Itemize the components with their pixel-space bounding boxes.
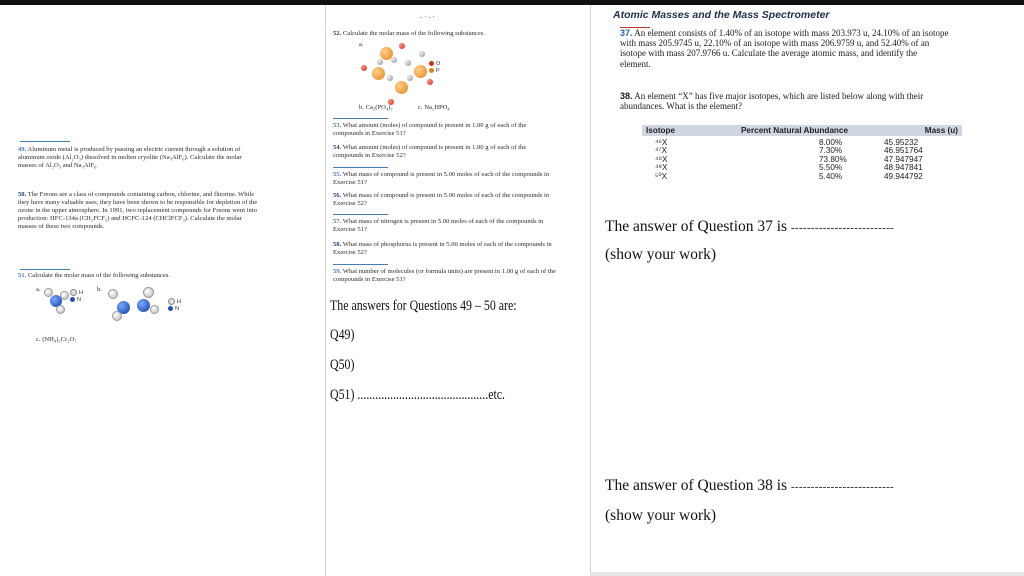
abundance-cell: 73.80% <box>819 154 847 164</box>
isotope-table <box>642 125 962 181</box>
part-c-label: c. (NH₄)₂Cr₂O₇ <box>36 336 77 343</box>
header-mass: Mass (u) <box>884 125 962 136</box>
answer-q51: Q51) ............................................etc. <box>330 387 506 403</box>
question-text: The Freons are a class of compounds containing carbon, chlorine, and fluorine. While they have many valuable uses, they have been shown to be responsible for depletion of the ozone in the upper atmosphere. In 1991, two replacement compounds for Freons went into production: HFC-134a (CH₂FCF₃) and HCFC-124 (CHClFCF₃). Calculate the molar masses of these two compounds. <box>18 191 258 230</box>
answer-37-blank: -------------------------- <box>790 222 895 234</box>
answers-heading: The answers for Questions 49 – 50 are: <box>330 298 517 314</box>
section-rule <box>20 141 70 142</box>
abundance-cell: 5.50% <box>819 163 843 173</box>
answer-38-text: The answer of Question 38 is <box>605 477 788 494</box>
mass-cell: 47.947947 <box>884 154 923 164</box>
question-text: Aluminum metal is produced by passing an electric current through a solution of aluminum oxide (Al₂O₃) dissolved in molten cryolite (Na₃AlF₆). Calculate the molar masses of Al₂O₃ and Na₃AlF₆. <box>18 146 242 169</box>
isotope-cell: ⁴⁹X <box>655 163 668 173</box>
legend-label: O <box>436 61 441 67</box>
phosphorus-dot-icon <box>429 68 434 73</box>
question-number: 57. <box>333 218 342 225</box>
part-b-label: b. <box>97 286 102 293</box>
question-58 <box>333 241 558 257</box>
legend-b <box>168 298 181 313</box>
question-52 <box>333 30 573 38</box>
question-57 <box>333 218 558 234</box>
nitrogen-dot-icon <box>168 306 173 311</box>
question-number: 49. <box>18 146 27 153</box>
header-isotope: Isotope <box>642 125 705 136</box>
question-53 <box>333 122 558 138</box>
question-49 <box>18 146 258 170</box>
table-row <box>642 173 962 181</box>
question-text: What amount (moles) of compound is present in 1.00 g of each of the compounds in Exercise 52? <box>333 144 527 159</box>
question-text: What number of molecules (or formula units) are present in 1.00 g of each of the compounds in Exercise 51? <box>333 268 556 283</box>
question-text: What mass of nitrogen is present in 5.00 moles of each of the compounds in Exercise 51? <box>333 218 544 233</box>
question-55 <box>333 171 558 187</box>
question-56 <box>333 192 558 208</box>
abundance-cell: 8.00% <box>819 138 843 147</box>
section-rule <box>333 264 388 265</box>
question-text: Calculate the molar mass of the following substances. <box>342 30 486 37</box>
answer-38-line <box>605 477 894 495</box>
legend-label: N <box>77 296 81 303</box>
page-edge-marks: - · - · <box>420 13 435 21</box>
section-rule <box>333 118 388 119</box>
question-text: Calculate the molar mass of the following substances. <box>27 272 171 279</box>
question-number: 50. <box>18 191 27 198</box>
section-rule <box>333 167 388 168</box>
question-54 <box>333 144 558 160</box>
mass-cell: 45.95232 <box>884 138 919 147</box>
section-rule <box>333 214 388 215</box>
part-a-label: a. <box>36 286 41 293</box>
right-textbook-page <box>590 5 1024 576</box>
question-text: What amount (moles) of compound is present in 1.00 g of each of the compounds in Exercise 51? <box>333 122 527 137</box>
question-text: What mass of phosphorus is present in 5.00 moles of each of the compounds in Exercise 52? <box>333 241 552 256</box>
question-38 <box>620 91 950 111</box>
answer-38-note: (show your work) <box>605 507 717 524</box>
legend-label: N <box>175 305 179 312</box>
question-number: 37. <box>620 28 633 38</box>
question-number: 52. <box>333 30 342 37</box>
legend-label: H <box>177 298 181 305</box>
mass-cell: 49.944792 <box>884 171 923 181</box>
hydrogen-dot-icon <box>168 298 175 305</box>
answer-q50: Q50) <box>330 357 355 373</box>
abundance-cell: 7.30% <box>819 146 843 156</box>
legend-label: P <box>436 68 440 74</box>
answer-38-blank: -------------------------- <box>790 481 895 493</box>
part-a-label: a. <box>359 41 364 48</box>
question-number: 54. <box>333 144 342 151</box>
legend-label: H <box>79 289 83 296</box>
answer-37-line <box>605 218 894 236</box>
answer-q49: Q49) <box>330 327 355 343</box>
part-c-label: c. Na₂HPO₄ <box>418 104 450 111</box>
legend-52 <box>429 61 440 75</box>
header-abundance: Percent Natural Abundance <box>705 125 884 136</box>
answer-37-text: The answer of Question 37 is <box>605 218 788 235</box>
section-title: Atomic Masses and the Mass Spectrometer <box>613 9 830 21</box>
isotope-cell: ⁵⁰X <box>655 171 668 181</box>
oxygen-dot-icon <box>429 61 434 66</box>
isotope-cell: ⁴⁸X <box>655 154 668 164</box>
bottom-taskbar-strip <box>590 572 1024 576</box>
part-b-label: b. Ca₃(PO₄)₂ <box>359 104 393 111</box>
question-51 <box>18 272 258 280</box>
question-50 <box>18 191 258 231</box>
isotope-cell: ⁴⁷X <box>655 146 667 156</box>
question-text: What mass of compound is present in 5.00 moles of each of the compounds in Exercise 51? <box>333 171 550 186</box>
question-number: 38. <box>620 91 633 101</box>
question-number: 59. <box>333 268 342 275</box>
question-number: 56. <box>333 192 342 199</box>
section-rule <box>20 269 70 270</box>
legend-a <box>70 289 83 304</box>
hydrogen-dot-icon <box>70 289 77 296</box>
abundance-cell: 5.40% <box>819 171 843 181</box>
question-37 <box>620 28 950 69</box>
question-number: 58. <box>333 241 342 248</box>
question-number: 53. <box>333 122 342 129</box>
isotope-cell: ⁴⁶X <box>655 138 668 147</box>
mass-cell: 46.951764 <box>884 146 923 156</box>
answer-37-note: (show your work) <box>605 246 717 263</box>
left-textbook-page <box>0 5 325 576</box>
question-text: An element consists of 1.40% of an isotope with mass 203.973 u, 24.10% of an isotope with mass 205.9745 u, 22.10% of an isotope with mass 206.9759 u, and 52.40% of an isotope with mass 207.9766 u. Calculate the average atomic mass, and identify the element. <box>620 28 949 69</box>
mass-cell: 48.947841 <box>884 163 923 173</box>
middle-textbook-page <box>325 5 590 576</box>
question-text: An element “X” has five major isotopes, which are listed below along with their abundances. What is the element? <box>620 91 924 112</box>
question-number: 51. <box>18 272 27 279</box>
table-header-row <box>642 125 962 136</box>
question-text: What mass of compound is present in 5.00 moles of each of the compounds in Exercise 52? <box>333 192 550 207</box>
nitrogen-dot-icon <box>70 297 75 302</box>
question-number: 55. <box>333 171 342 178</box>
question-59 <box>333 268 558 284</box>
